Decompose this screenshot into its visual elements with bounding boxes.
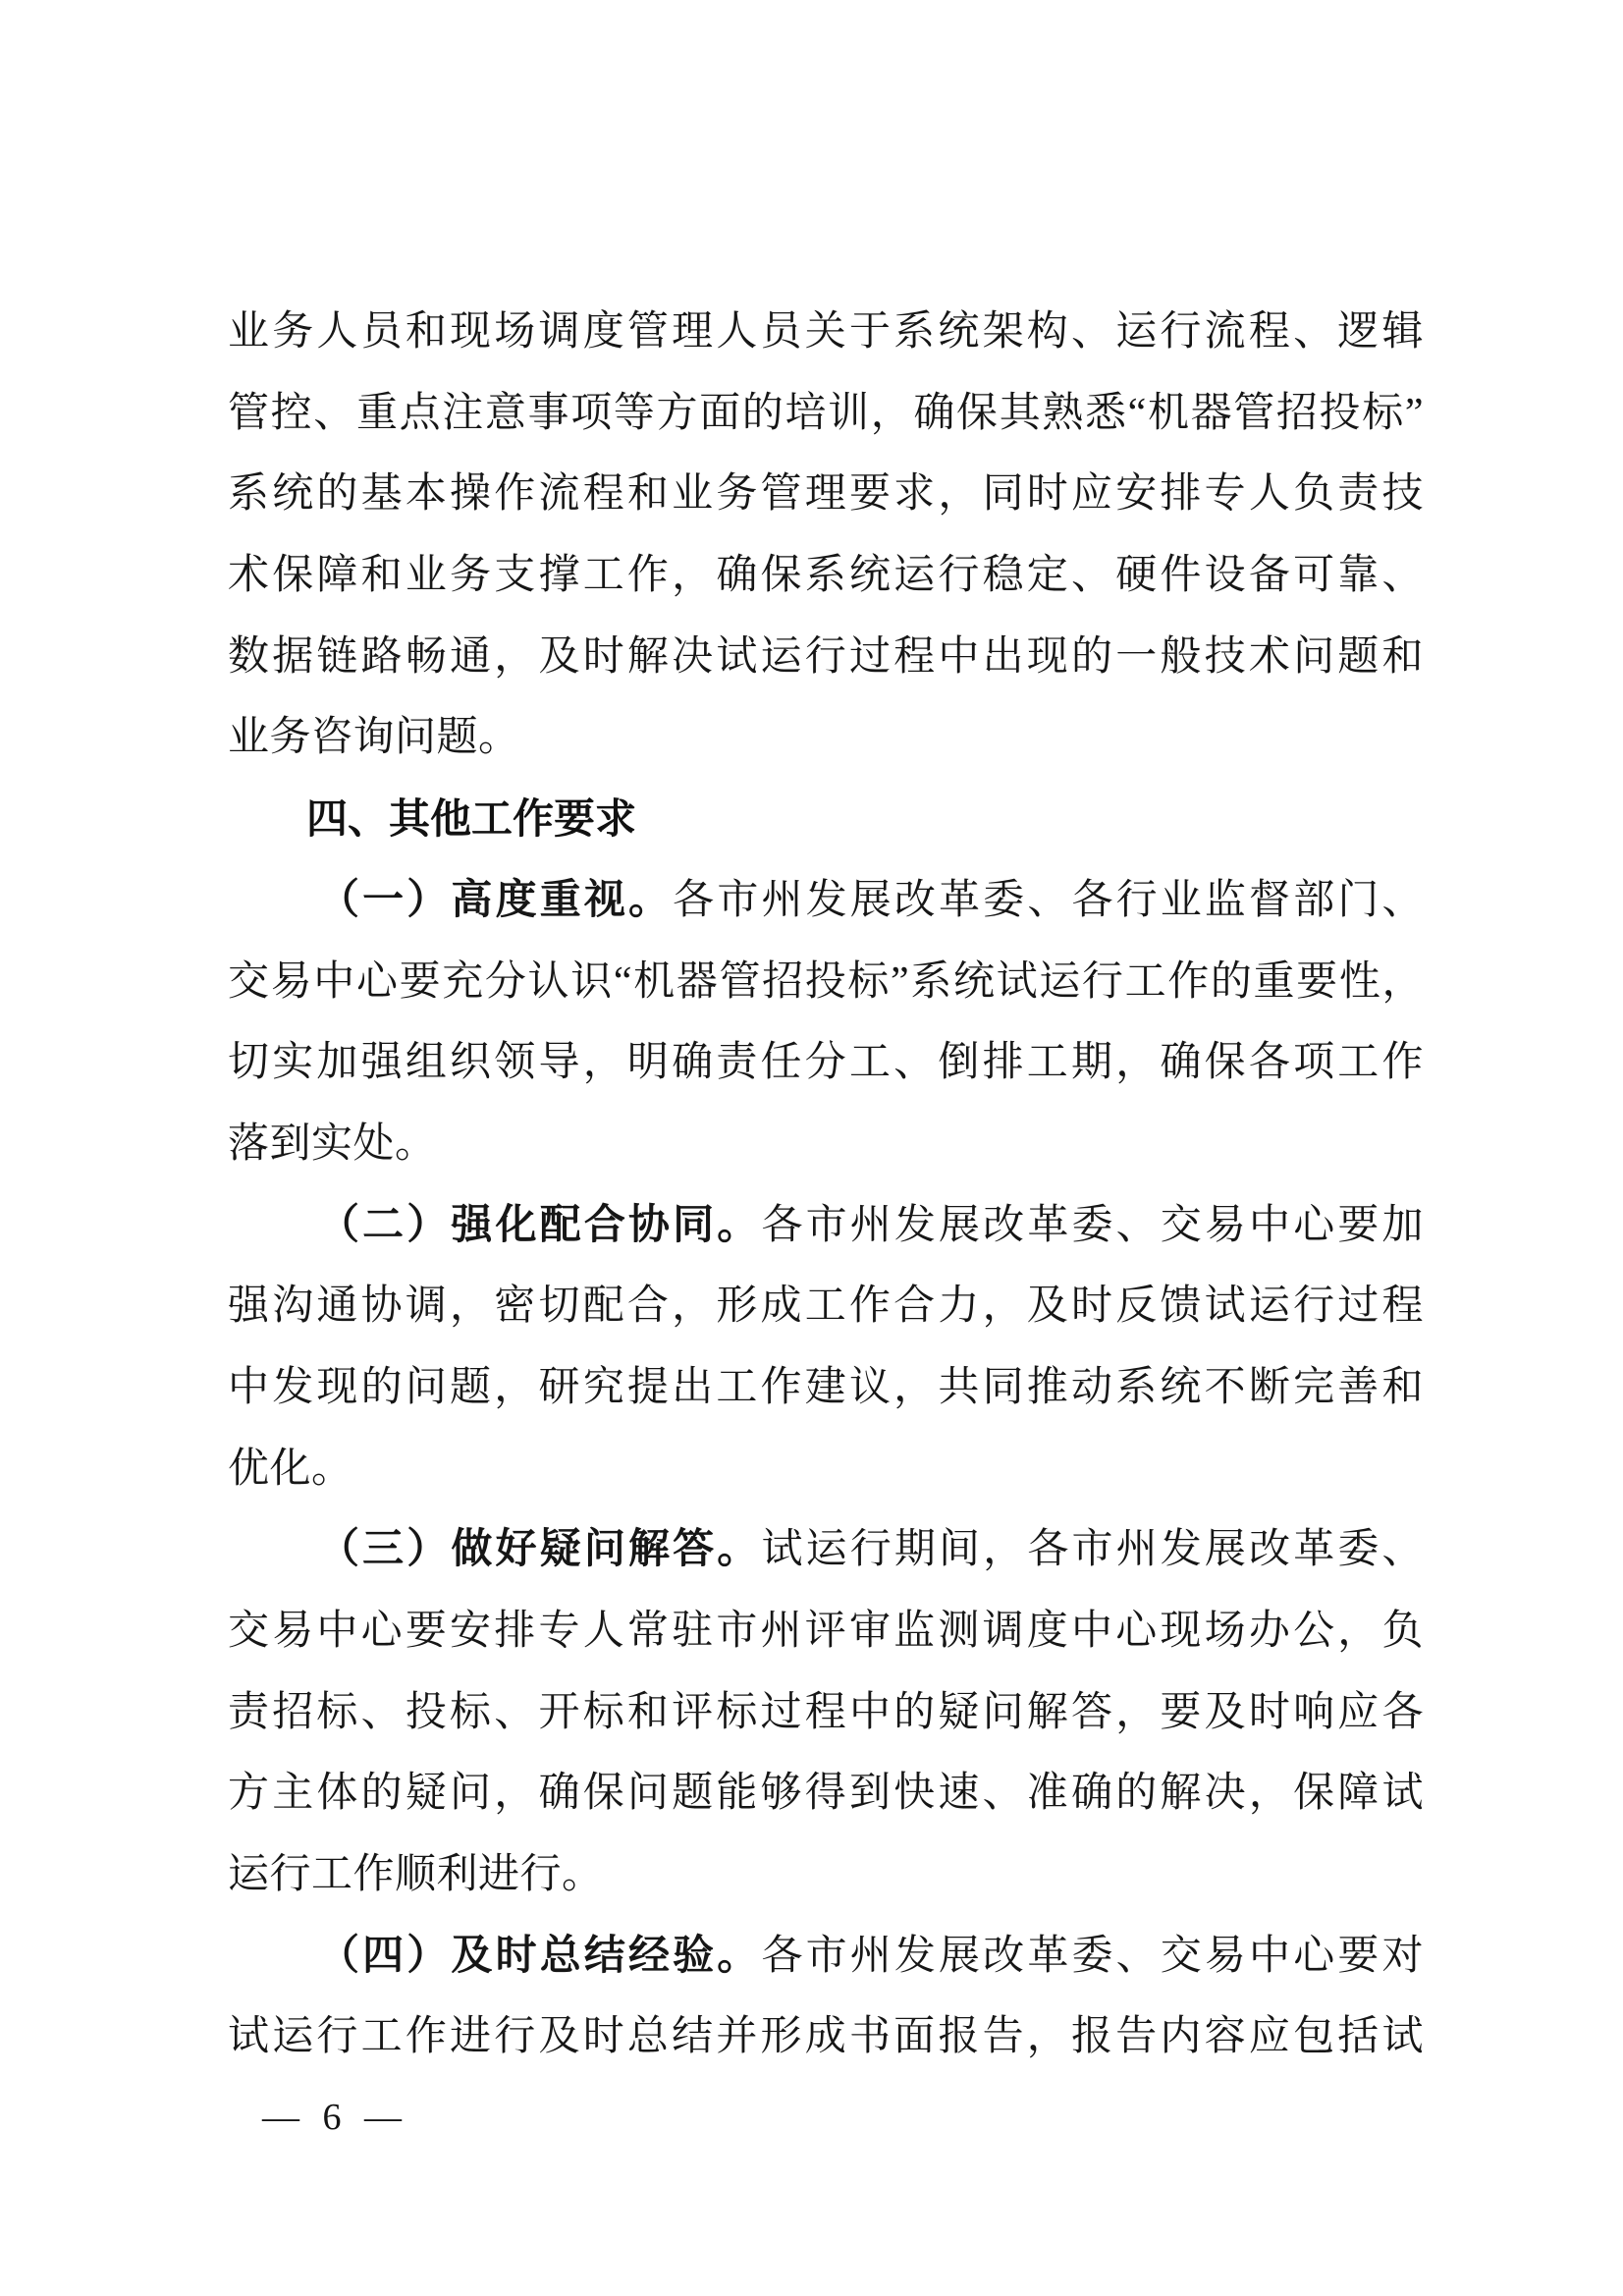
body-line: 优化。 — [228, 1446, 353, 1492]
body-line: 方主体的疑问，确保问题能够得到快速、准确的解决，保障试 — [228, 1771, 1424, 1817]
body-line: 落到实处。 — [228, 1121, 437, 1167]
body-line: 强沟通协调，密切配合，形成工作合力，及时反馈试运行过程 — [228, 1284, 1424, 1330]
paragraph-lead: （三）做好疑问解答。 — [318, 1527, 762, 1573]
body-line: 中发现的问题，研究提出工作建议，共同推动系统不断完善和 — [228, 1364, 1424, 1410]
paragraph-text: 各市州发展改革委、交易中心要加 — [761, 1202, 1424, 1248]
body-line: 术保障和业务支撑工作，确保系统运行稳定、硬件设备可靠、 — [228, 553, 1424, 599]
paragraph-text: 试运行期间，各市州发展改革委、 — [761, 1527, 1424, 1573]
page-number: — 6 — — [262, 2097, 404, 2138]
paragraph-first-line — [228, 1916, 1424, 1997]
paragraph-lead: （四）及时总结经验。 — [318, 1933, 762, 1979]
paragraph-first-line — [228, 860, 1424, 942]
body-line: 试运行工作进行及时总结并形成书面报告，报告内容应包括试 — [228, 2014, 1424, 2060]
body-line: 交易中心要安排专人常驻市州评审监测调度中心现场办公，负 — [228, 1609, 1424, 1654]
body-line: 管控、重点注意事项等方面的培训，确保其熟悉“机器管招投标” — [228, 390, 1424, 436]
paragraph-first-line — [228, 1509, 1424, 1591]
paragraph-lead: （二）强化配合协同。 — [318, 1202, 762, 1248]
body-line: 切实加强组织领导，明确责任分工、倒排工期，确保各项工作 — [228, 1040, 1424, 1086]
document-body — [228, 292, 1424, 2078]
body-line: 责招标、投标、开标和评标过程中的疑问解答，要及时响应各 — [228, 1689, 1424, 1735]
body-line: 数据链路畅通，及时解决试运行过程中出现的一般技术问题和 — [228, 633, 1424, 680]
paragraph-first-line — [228, 1185, 1424, 1267]
body-line: 系统的基本操作流程和业务管理要求，同时应安排专人负责技 — [228, 471, 1424, 518]
body-line: 运行工作顺利进行。 — [228, 1852, 604, 1898]
body-line: 交易中心要充分认识“机器管招投标”系统试运行工作的重要性， — [228, 958, 1424, 1005]
paragraph-lead: （一）高度重视。 — [318, 877, 674, 923]
section-heading: 四、其他工作要求 — [306, 795, 637, 843]
paragraph-text: 各市州发展改革委、交易中心要对 — [761, 1933, 1424, 1979]
body-line: 业务人员和现场调度管理人员关于系统架构、运行流程、逻辑 — [228, 309, 1424, 355]
paragraph-text: 各市州发展改革委、各行业监督部门、 — [673, 877, 1424, 923]
body-line: 业务咨询问题。 — [228, 715, 520, 761]
